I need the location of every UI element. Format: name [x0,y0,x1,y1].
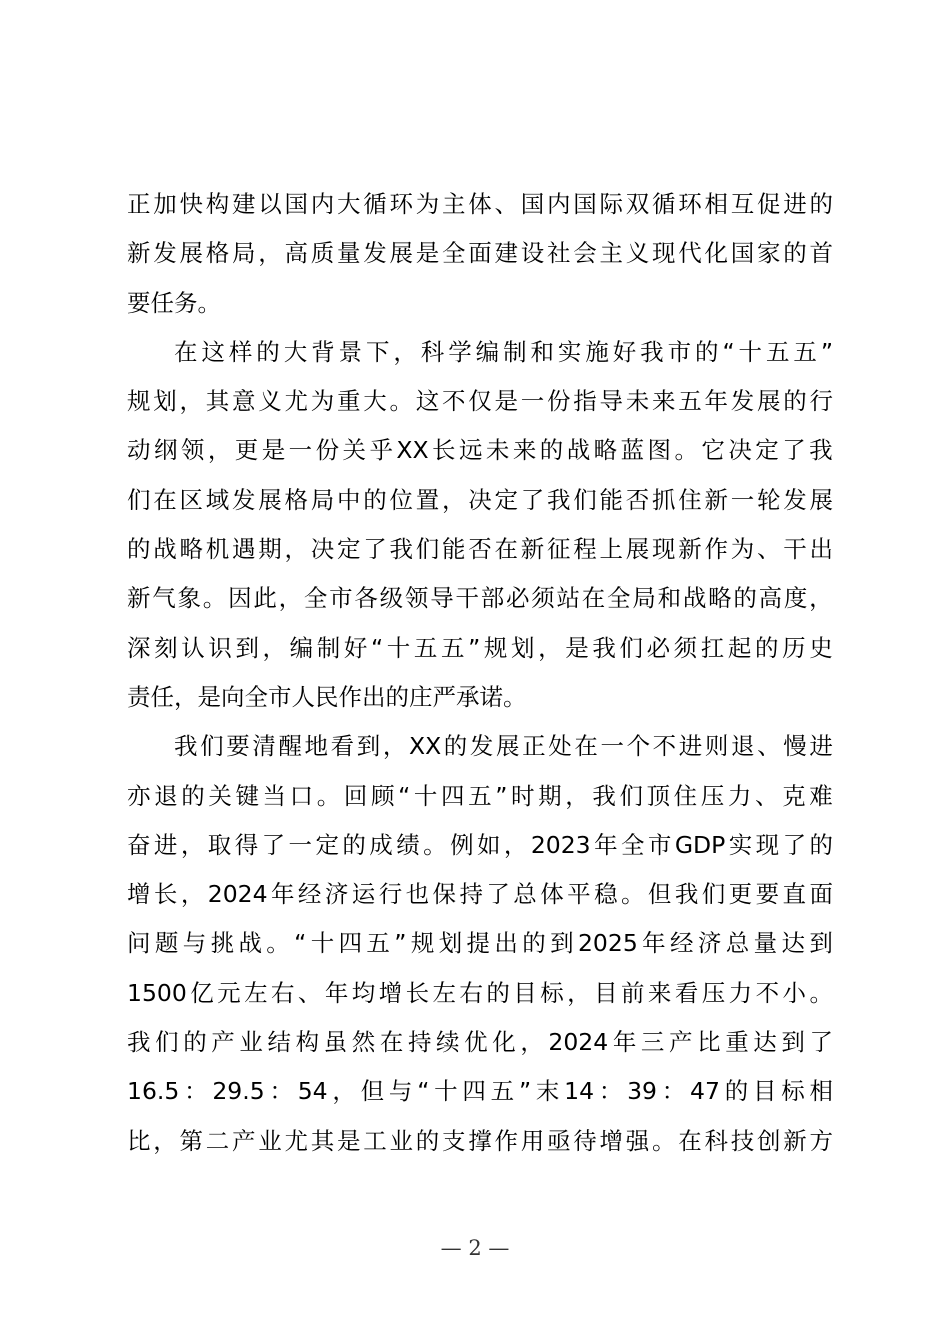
text-line: 增 长 ， 2024 年 经 济 运 行 也 保 持 了 总 体 平 稳 。 但 我 们 更 要 直 面 [127,880,833,909]
text-line: 我 们 要 清 醒 地 看 到 ， XX 的 发 展 正 处 在 一 个 不 进 则 退 、 慢 进 [174,732,833,761]
text-line: 1500 亿 元 左 右 、 年 均 增 长 左 右 的 目 标 ， 目 前 来 看 压 力 不 小 。 [127,978,833,1007]
text-line: 亦 退 的 关 键 当 口 。 回 顾 “ 十 四 五 ” 时 期 ， 我 们 顶 住 压 力 、 克 难 [127,781,833,810]
text-line: 问 题 与 挑 战 。 “ 十 四 五 ” 规 划 提 出 的 到 2025 年 经 济 总 量 达 到 [127,929,833,958]
text-line: 正 加 快 构 建 以 国 内 大 循 环 为 主 体 、 国 内 国 际 双 循 环 相 互 促 进 的 [127,190,833,218]
text-line: 深 刻 认 识 到 ， 编 制 好 “ 十 五 五 ” 规 划 ， 是 我 们 必 须 扛 起 的 历 史 [127,633,833,662]
text-line: 要任务。 [127,288,221,317]
document-body [127,180,833,1166]
text-line: 动 纲 领 ， 更 是 一 份 关 乎 XX 长 远 未 来 的 战 略 蓝 图 。 它 决 定 了 我 [127,436,833,465]
text-line: 新 气 象 。 因 此 ， 全 市 各 级 领 导 干 部 必 须 站 在 全 局 和 战 略 的 高 度 ， [127,584,833,613]
text-line: 奋 进 ， 取 得 了 一 定 的 成 绩 。 例 如 ， 2023 年 全 市 GDP 实 现 了 的 [127,830,833,859]
text-line: 新 发 展 格 局 ， 高 质 量 发 展 是 全 面 建 设 社 会 主 义 现 代 化 国 家 的 首 [127,239,833,268]
text-line: 在 这 样 的 大 背 景 下 ， 科 学 编 制 和 实 施 好 我 市 的 “ 十 五 五 ” [174,337,833,366]
text-line: 比 ， 第 二 产 业 尤 其 是 工 业 的 支 撑 作 用 亟 待 增 强 。 在 科 技 创 新 方 [127,1126,833,1155]
text-line: 我 们 的 产 业 结 构 虽 然 在 持 续 优 化 ， 2024 年 三 产 比 重 达 到 了 [127,1028,833,1057]
text-line: 的 战 略 机 遇 期 ， 决 定 了 我 们 能 否 在 新 征 程 上 展 现 新 作 为 、 干 出 [127,535,833,564]
text-line: 规 划 ， 其 意 义 尤 为 重 大 。 这 不 仅 是 一 份 指 导 未 来 五 年 发 展 的 行 [127,387,833,416]
text-line: 们 在 区 域 发 展 格 局 中 的 位 置 ， 决 定 了 我 们 能 否 抓 住 新 一 轮 发 展 [127,485,833,514]
text-line: 16.5 ： 29.5 ： 54 ， 但 与 “ 十 四 五 ” 末 14 ： 39 ： 47 的 目 标 相 [127,1077,833,1106]
text-line: 责任，是向全市人民作出的庄严承诺。 [127,682,527,711]
page-number: — 2 — [440,1236,510,1260]
